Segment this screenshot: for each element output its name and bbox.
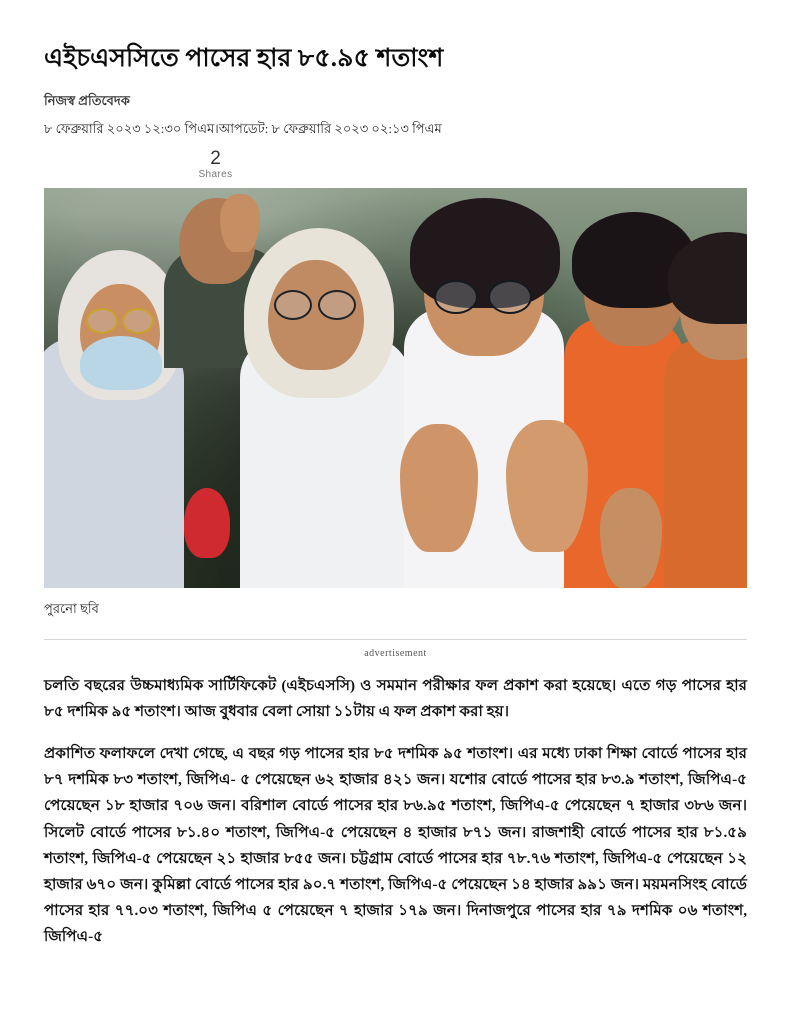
eyeglasses-icon — [318, 290, 356, 320]
advertisement-label: advertisement — [364, 647, 427, 659]
article-figure — [44, 188, 747, 621]
victory-hand — [506, 420, 588, 552]
eyeglasses-icon — [488, 280, 532, 314]
face-mask — [80, 336, 162, 390]
hair — [410, 198, 560, 308]
article-paragraph: প্রকাশিত ফলাফলে দেখা গেছে, এ বছর গড় পাসের হার ৮৫ দশমিক ৯৫ শতাংশ। এর মধ্যে ঢাকা শিক্ষা বোর্ডে পাসের হার ৮৭ দশমিক ৮৩ শতাংশ, জিপিএ- ৫ পেয়েছেন ৬২ হাজার ৪২১ জন। যশোর বোর্ডে পাসের হার ৮৩.৯ শতাংশ, জিপিএ-৫ পেয়েছেন ১৮ হাজার ৭০৬ জন। বরিশাল বোর্ডে পাসের হার ৮৬.৯৫ শতাংশ, জিপিএ-৫ পেয়েছেন ৭ হাজার ৩৮৬ জন। সিলেট বোর্ডে পাসের ৮১.৪০ শতাংশ, জিপিএ-৫ পেয়েছেন ৪ হাজার ৮৭১ জন। রাজশাহী বোর্ডে পাসের হার ৮১.৫৯ শতাংশ, জিপিএ-৫ পেয়েছেন ২১ হাজার ৮৫৫ জন। চট্টগ্রাম বোর্ডে পাসের হার ৭৮.৭৬ শতাংশ, জিপিএ-৫ পেয়েছেন ১২ হাজার ৬৭০ জন। কুমিল্লা বোর্ডে পাসের হার ৯০.৭ শতাংশ, জিপিএ-৫ পেয়েছেন ১৪ হাজার ৯৯১ জন। ময়মনসিংহ বোর্ডে পাসের হার ৭৭.০৩ শতাংশ, জিপিএ ৫ পেয়েছেন ৭ হাজার ১৭৯ জন। দিনাজপুরে পাসের হার ৭৯ দশমিক ০৬ শতাংশ, জিপিএ-৫ — [44, 745, 747, 946]
eyeglasses-icon — [434, 280, 478, 314]
ribbon — [184, 488, 230, 558]
page-title: এইচএসসিতে পাসের হার ৮৫.৯৫ শতাংশ — [44, 45, 444, 72]
eyeglasses-icon — [274, 290, 312, 320]
photo-caption: পুরনো ছবি — [44, 600, 99, 616]
student-figure — [664, 338, 747, 588]
eyeglasses-icon — [122, 308, 154, 334]
raised-hand — [600, 488, 662, 588]
article-photo — [44, 188, 747, 588]
victory-hand — [400, 424, 478, 552]
raised-hand — [220, 194, 260, 252]
share-counter[interactable] — [156, 149, 276, 180]
article-paragraph: চলতি বছরের উচ্চমাধ্যমিক সার্টিফিকেট (এইচএসসি) ও সমমান পরীক্ষার ফল প্রকাশ করা হয়েছে। এতে গড় পাসের হার ৮৫ দশমিক ৯৫ শতাংশ। আজ বুধবার বেলা সোয়া ১১টায় এ ফল প্রকাশ করা হয়। — [44, 676, 747, 720]
byline: নিজস্ব প্রতিবেদক — [44, 92, 130, 108]
eyeglasses-icon — [86, 308, 118, 334]
share-label: Shares — [198, 168, 233, 180]
share-count: 2 — [210, 147, 221, 169]
divider — [44, 639, 747, 640]
timestamp: ৮ ফেব্রুয়ারি ২০২৩ ১২:৩০ পিএম।আপডেট: ৮ ফেব্রুয়ারি ২০২৩ ০২:১৩ পিএম — [44, 120, 442, 136]
